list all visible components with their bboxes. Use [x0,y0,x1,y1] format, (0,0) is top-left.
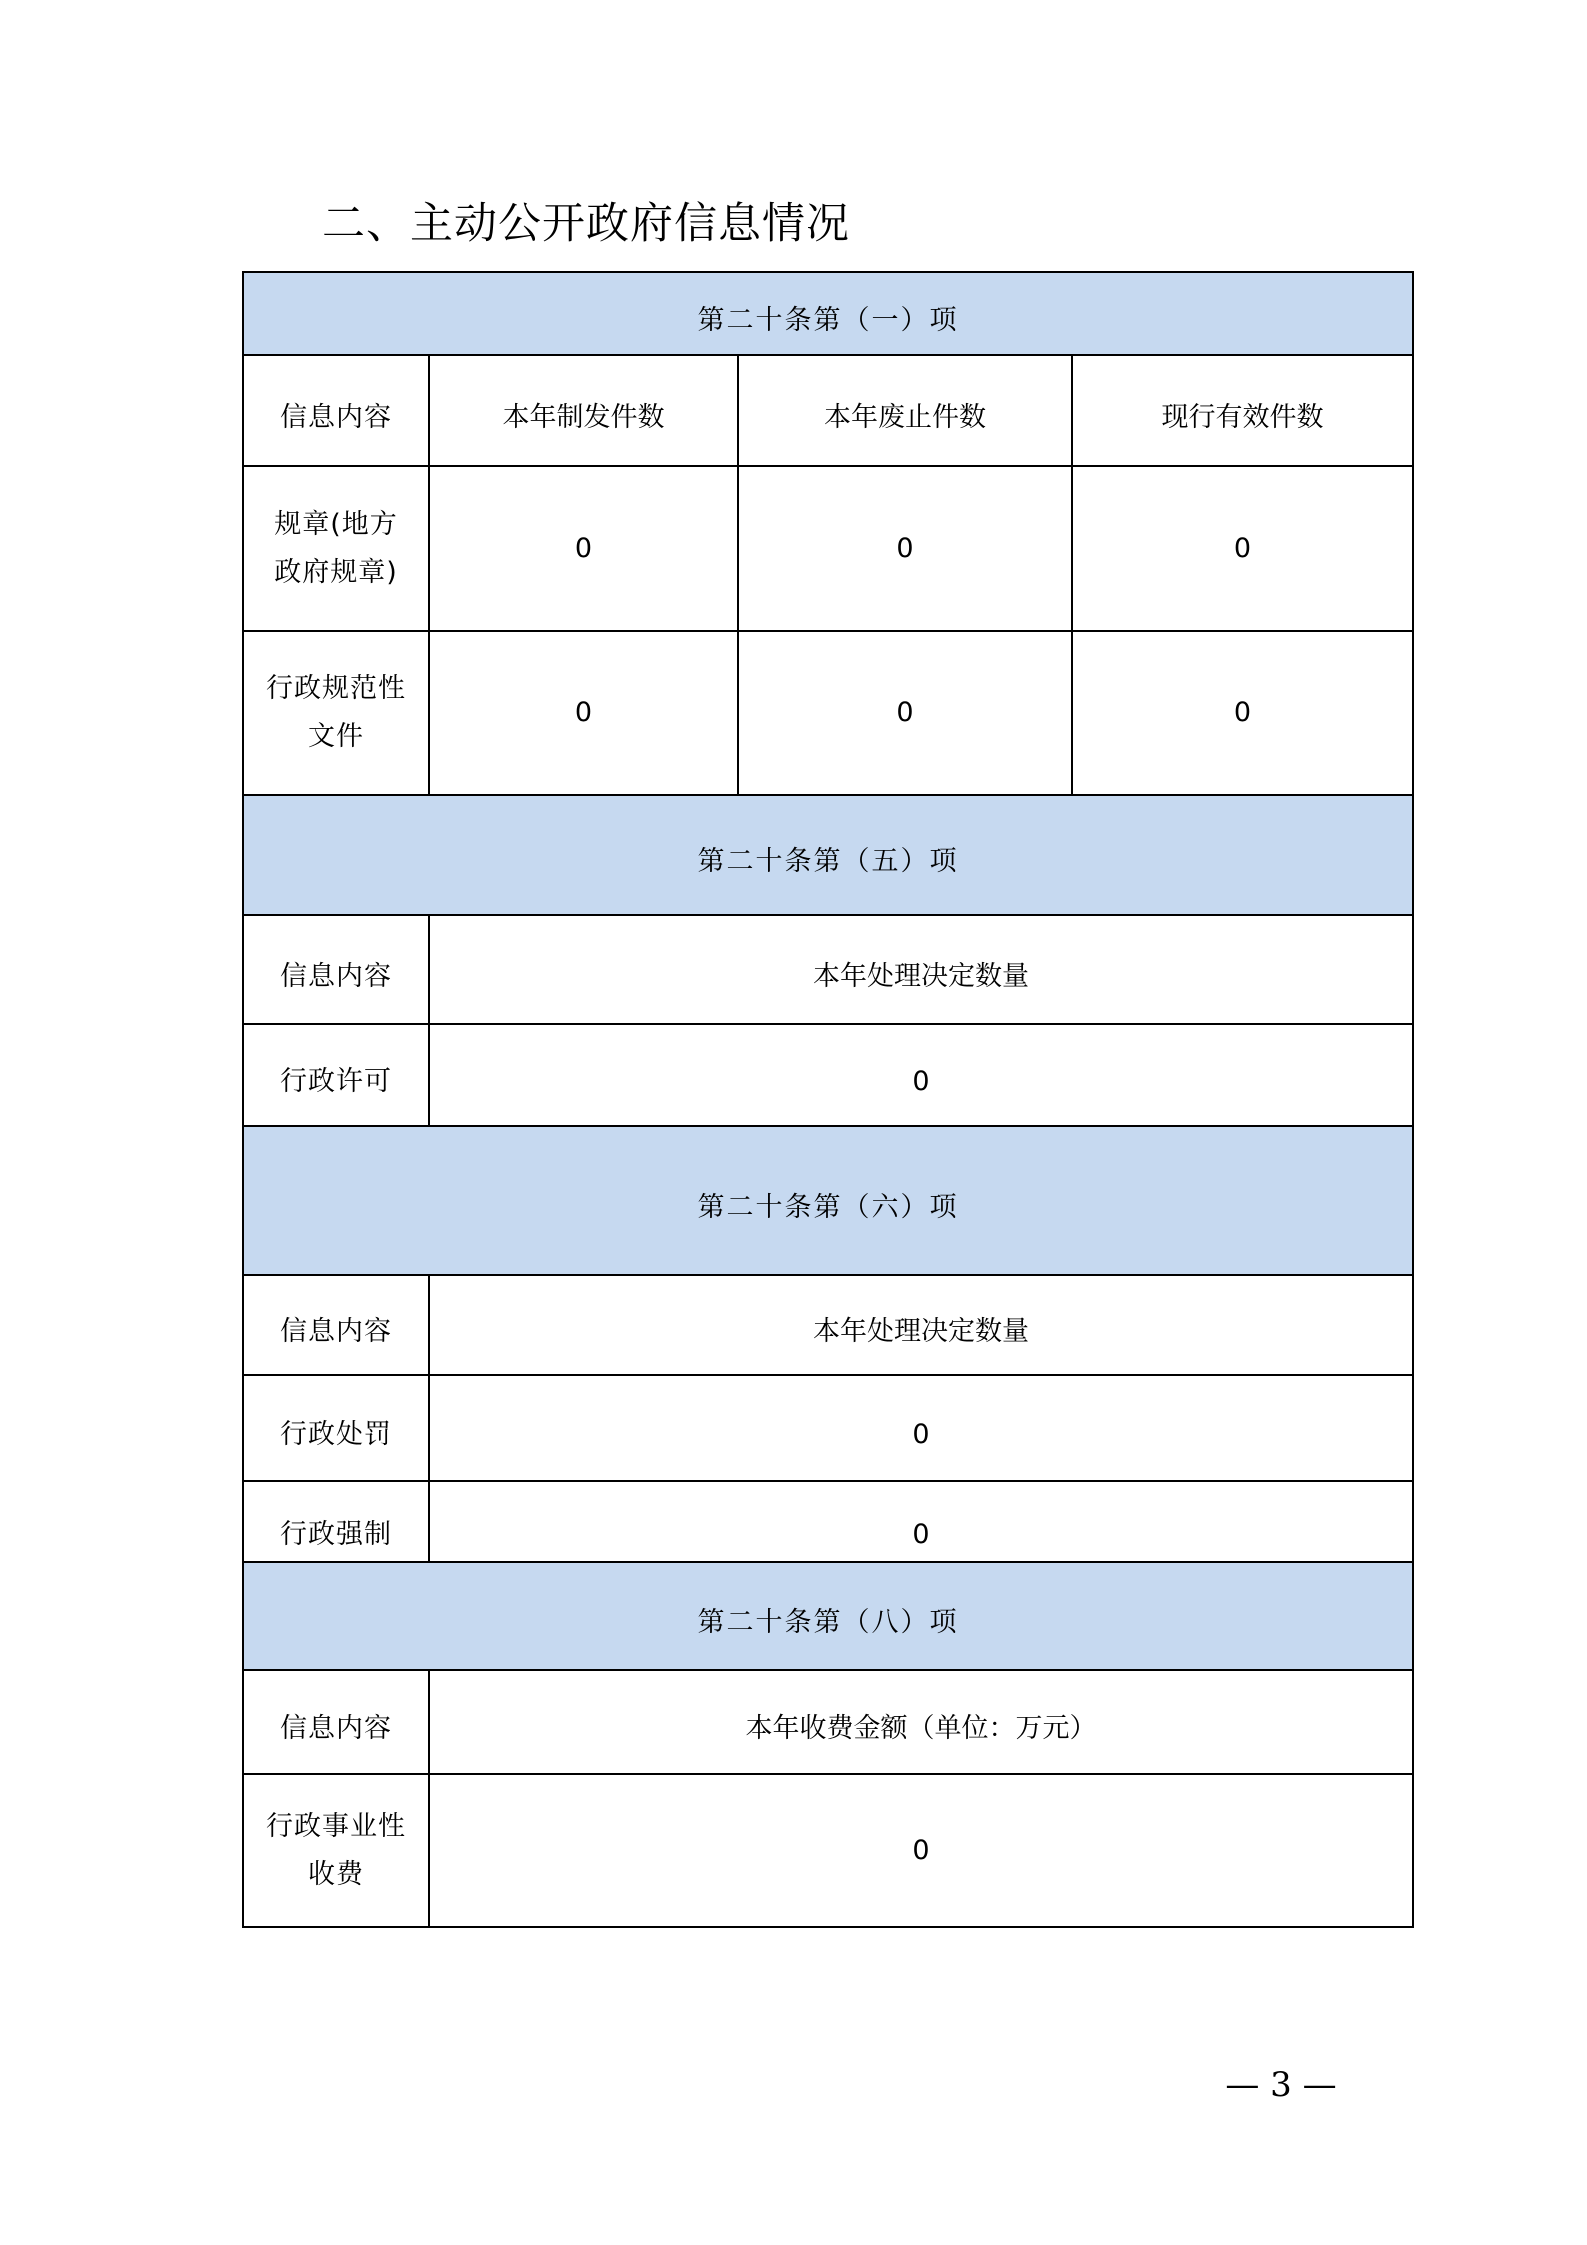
column-header-issued-this-year: 本年制发件数 [429,355,738,466]
row-label-line: 规章(地方 [274,508,398,540]
value-cell: 0 [429,1024,1413,1126]
value-cell: 0 [429,631,738,795]
table-row [243,1774,1413,1927]
section-header-row [243,1126,1413,1275]
value-cell: 0 [429,1375,1413,1481]
column-header-row [243,1275,1413,1375]
row-label-administrative-fees [243,1774,429,1927]
column-header-currently-valid: 现行有效件数 [1072,355,1413,466]
column-header-row [243,1670,1413,1774]
page-number: — 3 — [1225,2065,1337,2105]
section-header-row [243,795,1413,915]
table-row [243,1024,1413,1126]
section-header-row [243,1562,1413,1670]
table-row [243,466,1413,631]
row-label-line: 收费 [308,1858,364,1890]
value-cell: 0 [429,1774,1413,1927]
value-cell: 0 [1072,631,1413,795]
value-cell: 0 [429,466,738,631]
row-label-administrative-penalty: 行政处罚 [243,1375,429,1481]
table-row [243,1375,1413,1481]
column-header-info-content: 信息内容 [243,1275,429,1375]
section-header-article-20-item-1: 第二十条第（一）项 [243,272,1413,355]
column-header-info-content: 信息内容 [243,1670,429,1774]
section-header-article-20-item-6: 第二十条第（六）项 [243,1126,1413,1275]
row-label-line: 文件 [308,721,364,752]
column-header-fee-amount: 本年收费金额（单位：万元） [429,1670,1413,1774]
row-label-line: 行政规范性 [266,673,406,704]
page-title: 二、主动公开政府信息情况 [322,199,850,249]
column-header-row [243,915,1413,1024]
row-label-regulations [243,466,429,631]
row-label-line: 行政事业性 [266,1810,406,1842]
section-header-row [243,272,1413,355]
column-header-repealed-this-year: 本年废止件数 [738,355,1072,466]
value-cell: 0 [738,466,1072,631]
value-cell: 0 [429,1481,1413,1562]
proactive-disclosure-table [242,271,1414,1928]
row-label-administrative-licensing: 行政许可 [243,1024,429,1126]
table-row [243,631,1413,795]
row-label-administrative-enforcement: 行政强制 [243,1481,429,1562]
column-header-info-content: 信息内容 [243,355,429,466]
row-label-line: 政府规章) [274,556,398,588]
column-header-decisions-this-year: 本年处理决定数量 [429,1275,1413,1375]
value-cell: 0 [1072,466,1413,631]
section-header-article-20-item-5: 第二十条第（五）项 [243,795,1413,915]
table-row [243,1481,1413,1562]
column-header-info-content: 信息内容 [243,915,429,1024]
value-cell: 0 [738,631,1072,795]
section-header-article-20-item-8: 第二十条第（八）项 [243,1562,1413,1670]
column-header-decisions-this-year: 本年处理决定数量 [429,915,1413,1024]
row-label-normative-documents [243,631,429,795]
column-header-row [243,355,1413,466]
